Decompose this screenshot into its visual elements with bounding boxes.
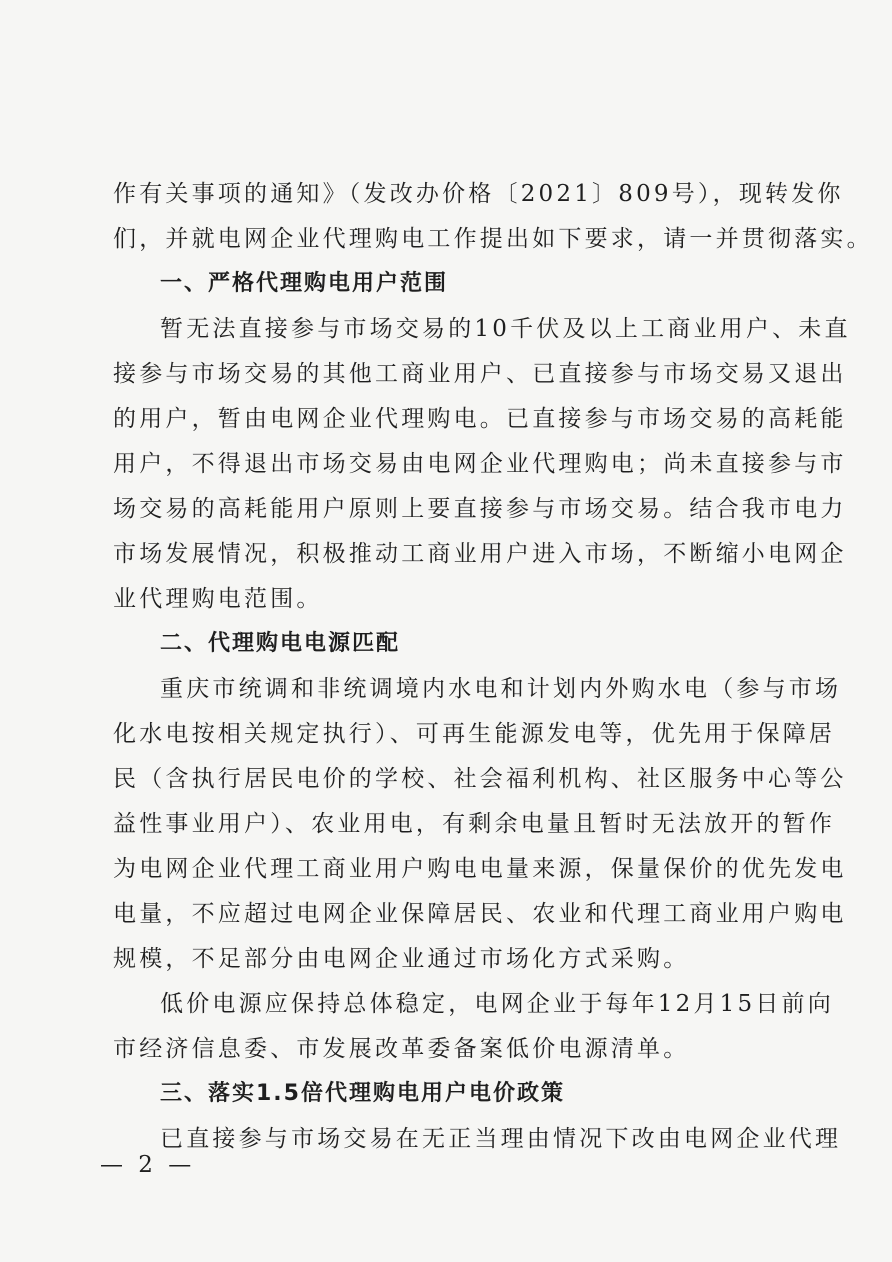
section-heading-1: 一、严格代理购电用户范围 [160,271,449,296]
body-line: 电量，不应超过电网企业保障居民、农业和代理工商业用户购电 [113,901,847,927]
page-number: — 2 — [100,1152,196,1178]
section-heading-2: 二、代理购电电源匹配 [160,631,401,656]
body-line: 民（含执行居民电价的学校、社会福利机构、社区服务中心等公 [113,766,847,792]
body-line: 市场发展情况，积极推动工商业用户进入市场，不断缩小电网企 [113,541,847,567]
body-line: 用户，不得退出市场交易由电网企业代理购电；尚未直接参与市 [113,451,847,477]
body-line: 业代理购电范围。 [113,586,323,612]
body-line: 场交易的高耗能用户原则上要直接参与市场交易。结合我市电力 [113,496,847,522]
body-line: 们，并就电网企业代理购电工作提出如下要求，请一并贯彻落实。 [113,226,873,252]
body-line: 市经济信息委、市发展改革委备案低价电源清单。 [113,1036,690,1062]
body-line: 规模，不足部分由电网企业通过市场化方式采购。 [113,946,690,972]
body-line: 益性事业用户）、农业用电，有剩余电量且暂时无法放开的暂作 [113,811,836,837]
body-line: 的用户，暂由电网企业代理购电。已直接参与市场交易的高耗能 [113,406,847,432]
body-line: 作有关事项的通知》（发改办价格〔2021〕809号），现转发你 [113,181,844,207]
body-line: 化水电按相关规定执行）、可再生能源发电等，优先用于保障居 [113,721,836,747]
body-line: 低价电源应保持总体稳定，电网企业于每年12月15日前向 [160,991,834,1017]
body-line: 重庆市统调和非统调境内水电和计划内外购水电（参与市场 [160,676,842,702]
body-line: 为电网企业代理工商业用户购电电量来源，保量保价的优先发电 [113,856,847,882]
body-line: 已直接参与市场交易在无正当理由情况下改由电网企业代理 [160,1126,842,1152]
body-line: 接参与市场交易的其他工商业用户、已直接参与市场交易又退出 [113,361,847,387]
section-heading-3: 三、落实1.5倍代理购电用户电价政策 [160,1081,565,1106]
body-line: 暂无法直接参与市场交易的10千伏及以上工商业用户、未直 [160,316,851,342]
